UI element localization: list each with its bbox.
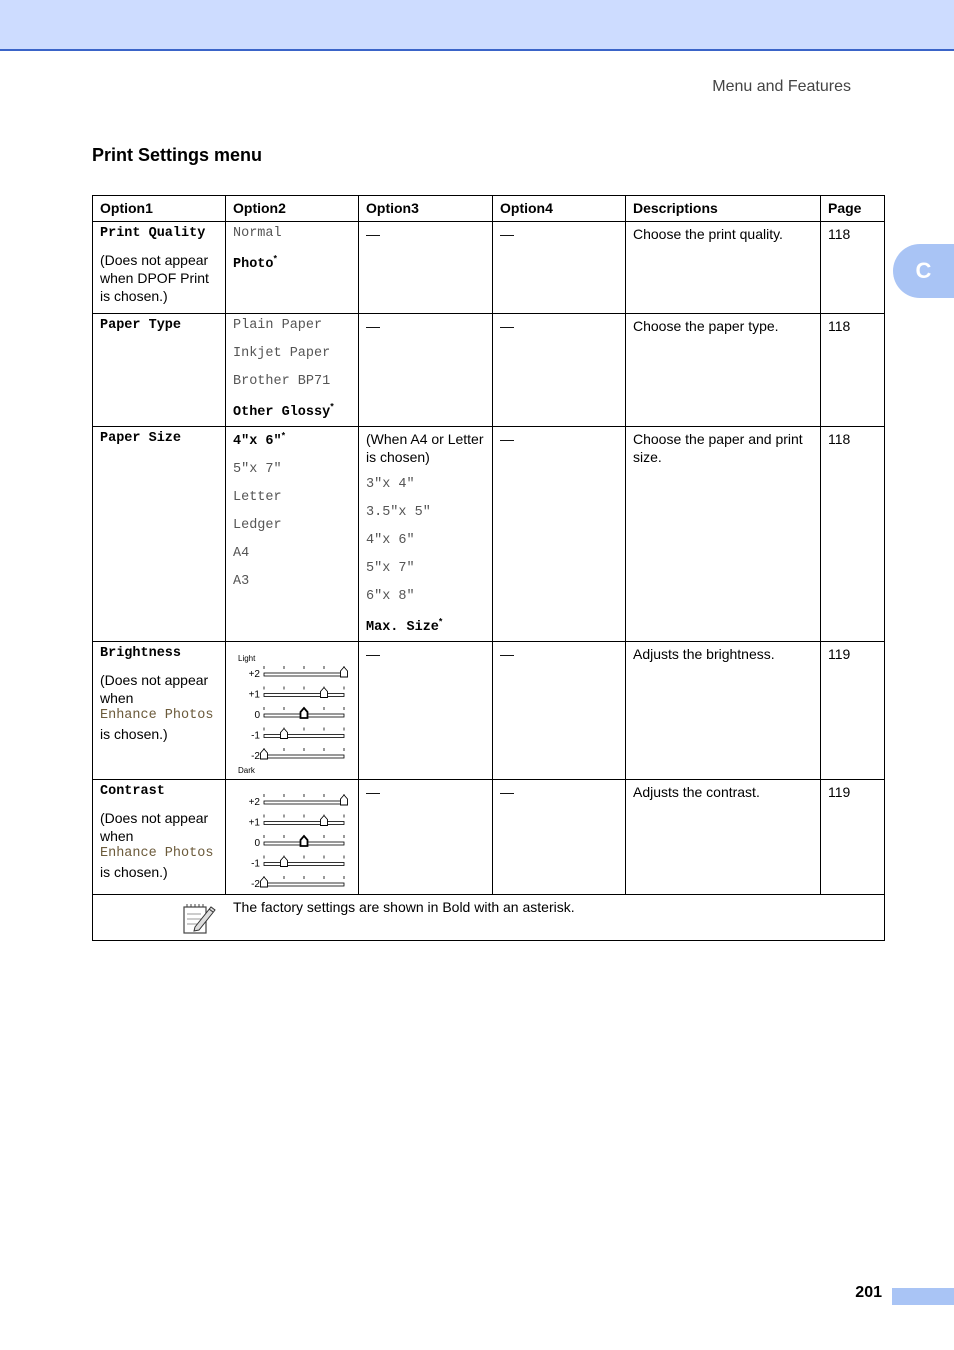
cell-description: Choose the paper type. [626, 314, 821, 427]
option1-note [100, 671, 219, 743]
note-mono-text: Enhance Photos [100, 708, 214, 723]
cell-page: 118 [821, 222, 885, 314]
cell-option4: — [493, 222, 626, 314]
header-band [0, 0, 954, 51]
header-option1: Option1 [93, 196, 226, 222]
note-text: (Does not appear when [100, 672, 209, 706]
cell-description: Adjusts the brightness. [626, 642, 821, 780]
table-row [93, 427, 885, 642]
cell-option3 [359, 427, 493, 642]
table-header-row [93, 196, 885, 222]
cell-option2 [226, 222, 359, 314]
brightness-scale-graphic [234, 652, 352, 774]
header-page: Page [821, 196, 885, 222]
option3-note: (When A4 or Letter is chosen) [366, 431, 484, 465]
table-row [93, 642, 885, 780]
scale-knob [281, 729, 288, 739]
scale-track [264, 883, 344, 886]
scale-knob [321, 816, 328, 826]
option-value: Letter [233, 490, 282, 505]
scale-knob [261, 877, 268, 887]
scale-track [264, 822, 344, 825]
cell-option3: — [359, 314, 493, 427]
cell-description: Adjusts the contrast. [626, 780, 821, 895]
scale-level-label: 0 [254, 838, 260, 849]
cell-option3: — [359, 780, 493, 895]
cell-option3: — [359, 222, 493, 314]
header-option4: Option4 [493, 196, 626, 222]
option-value: A4 [233, 546, 250, 561]
cell-description: Choose the print quality. [626, 222, 821, 314]
cell-option4: — [493, 427, 626, 642]
asterisk: * [281, 430, 286, 441]
cell-option1 [93, 314, 226, 427]
option-value: Normal [233, 226, 282, 241]
header-option3: Option3 [359, 196, 493, 222]
scale-level-label: -1 [251, 730, 260, 742]
option-value: 4"x 6" [366, 533, 415, 548]
scale-knob [261, 749, 268, 759]
note-text: is chosen.) [100, 864, 168, 880]
cell-option2 [226, 427, 359, 642]
cell-description: Choose the paper and print size. [626, 427, 821, 642]
scale-bottom-label: Dark [238, 766, 255, 774]
scale-level-label: +2 [248, 797, 260, 808]
scale-levels [249, 794, 348, 888]
cell-option3: — [359, 642, 493, 780]
option-value: 3"x 4" [366, 477, 415, 492]
cell-option4: — [493, 314, 626, 427]
asterisk: * [438, 616, 443, 627]
option-value-default: Other Glossy [233, 405, 331, 420]
table-row [93, 780, 885, 895]
print-settings-table [92, 195, 885, 941]
option1-label: Print Quality [100, 226, 206, 241]
scale-level-label: -2 [251, 751, 260, 762]
scale-knob [301, 708, 308, 718]
scale-track [264, 735, 344, 738]
cell-page: 118 [821, 427, 885, 642]
note-text: is chosen.) [100, 726, 168, 742]
asterisk: * [330, 401, 334, 412]
page-title: Print Settings menu [92, 145, 263, 165]
cell-option1 [93, 222, 226, 314]
cell-option1 [93, 642, 226, 780]
scale-level-label: 0 [254, 710, 260, 721]
scale-track [264, 694, 344, 697]
option-value: Inkjet Paper [233, 346, 331, 361]
option-value: 5"x 7" [366, 561, 415, 576]
scale-track [264, 801, 344, 804]
option-value-default: Photo [233, 257, 274, 272]
cell-option2 [226, 642, 359, 780]
note-mono-text: Enhance Photos [100, 846, 214, 861]
scale-level-label: +1 [248, 817, 260, 829]
option-value: Ledger [233, 518, 282, 533]
option1-label: Paper Size [100, 431, 182, 446]
option1-label: Contrast [100, 784, 165, 799]
asterisk: * [273, 253, 278, 264]
cell-page: 118 [821, 314, 885, 427]
option1-label: Paper Type [100, 318, 182, 333]
option-value: A3 [233, 574, 250, 589]
option-value: Plain Paper [233, 318, 323, 333]
option-value-default: Max. Size [366, 620, 439, 635]
option1-note [100, 809, 219, 881]
scale-level-label: +1 [248, 689, 260, 701]
cell-option1 [93, 427, 226, 642]
scale-knob [341, 667, 348, 677]
pencil-notepad-icon [181, 901, 217, 935]
cell-option1 [93, 780, 226, 895]
chapter-title: Menu and Features [712, 78, 851, 95]
cell-option2 [226, 314, 359, 427]
note-text: The factory settings are shown in Bold with an asterisk. [233, 899, 575, 915]
note-text: (Does not appear when [100, 810, 209, 844]
scale-knob [281, 857, 288, 867]
note-cell [93, 895, 885, 941]
scale-knob [341, 795, 348, 805]
cell-page: 119 [821, 642, 885, 780]
scale-level-label: +2 [248, 669, 260, 680]
header-option2: Option2 [226, 196, 359, 222]
scale-levels [249, 666, 348, 762]
scale-track [264, 673, 344, 676]
option-value: 6"x 8" [366, 589, 415, 604]
header-descriptions: Descriptions [626, 196, 821, 222]
cell-page: 119 [821, 780, 885, 895]
scale-knob [301, 836, 308, 846]
option1-note: (Does not appear when DPOF Print is chosen.) [100, 252, 209, 304]
scale-level-label: -1 [251, 858, 260, 870]
page-number: 201 [855, 1284, 882, 1301]
scale-top-label: Light [238, 654, 256, 663]
page-number-bar [892, 1288, 954, 1305]
option-value: 5"x 7" [233, 462, 282, 477]
cell-option2 [226, 780, 359, 895]
scale-track [264, 863, 344, 866]
scale-level-label: -2 [251, 879, 260, 888]
option1-label: Brightness [100, 646, 182, 661]
scale-track [264, 755, 344, 758]
table-row [93, 222, 885, 314]
option-value: 3.5"x 5" [366, 505, 431, 520]
cell-option4: — [493, 780, 626, 895]
option-value: Brother BP71 [233, 374, 331, 389]
chapter-tab: C [893, 244, 954, 298]
note-row [93, 895, 885, 941]
contrast-scale-graphic [234, 788, 352, 888]
option-value-default: 4"x 6" [233, 434, 282, 449]
scale-knob [321, 688, 328, 698]
table-row [93, 314, 885, 427]
cell-option4: — [493, 642, 626, 780]
